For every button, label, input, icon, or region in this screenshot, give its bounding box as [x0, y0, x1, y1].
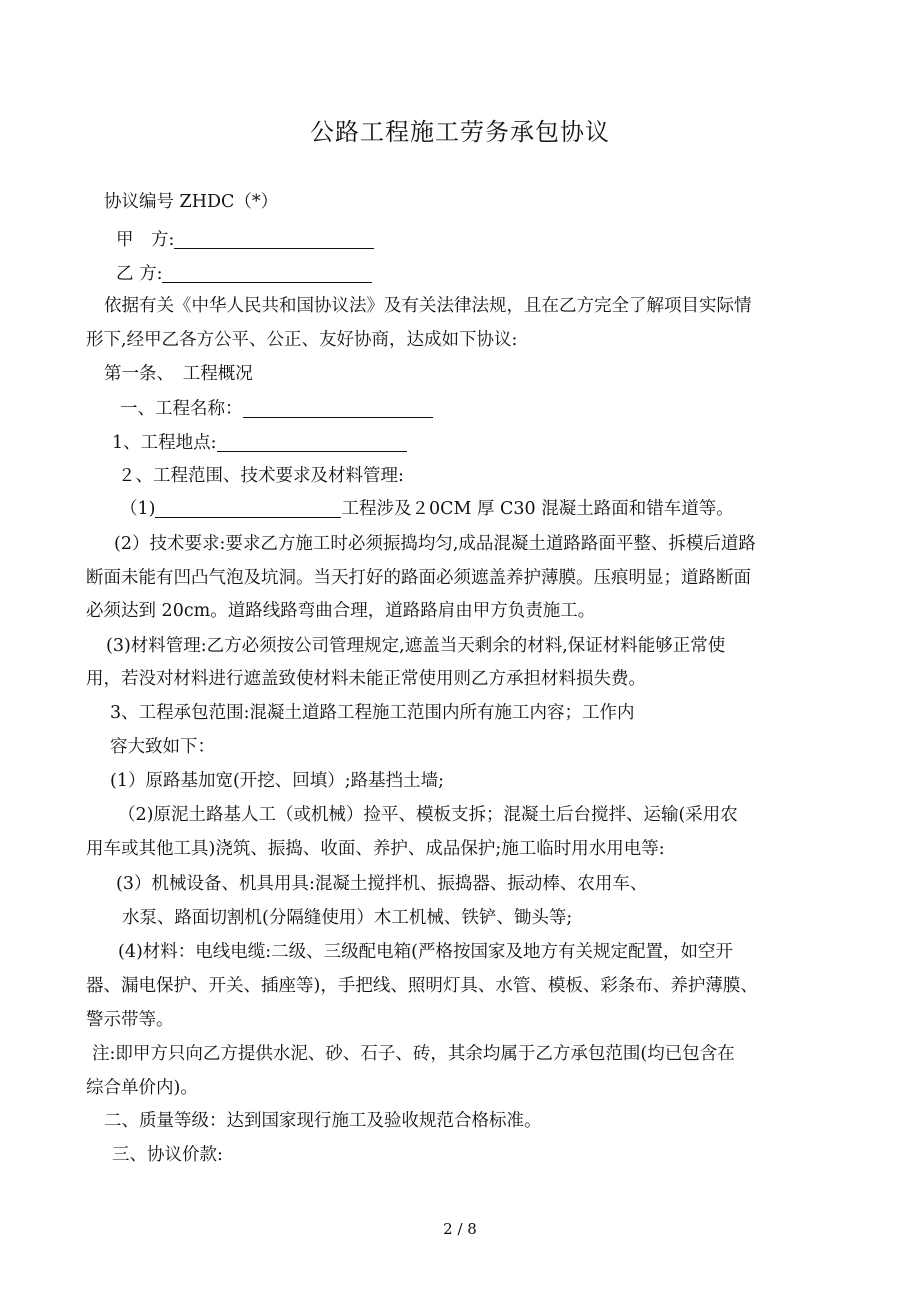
party-a-line: [116, 226, 374, 251]
contract-item-4-line-2: 器、漏电保护、开关、插座等)，手把线、照明灯具、水管、模板、彩条布、养护薄膜、: [86, 976, 758, 996]
contract-scope-1: 3、工程承包范围:混凝土道路工程施工范围内所有施工内容；工作内: [110, 703, 635, 723]
contract-item-3-line-1: (3）机械设备、机具用具:混凝土搅拌机、振捣器、振动棒、农用车、: [116, 874, 648, 894]
document-title: 公路工程施工劳务承包协议: [310, 118, 610, 146]
quality-grade: 二、质量等级：达到国家现行施工及验收规范合格标准。: [104, 1111, 542, 1131]
party-a-blank: [174, 231, 374, 250]
scope-heading: ２、工程范围、技术要求及材料管理:: [118, 466, 404, 486]
project-location-blank: [217, 434, 407, 453]
project-location-label: 1、工程地点:: [112, 433, 217, 453]
agreement-price-heading: 三、协议价款:: [112, 1145, 223, 1165]
intro-paragraph-2: 形下,经甲乙各方公平、公正、友好协商，达成如下协议:: [86, 330, 518, 350]
contract-item-4-line-3: 警示带等。: [86, 1010, 174, 1030]
contract-item-1: (1）原路基加宽(开挖、回填）;路基挡土墙;: [110, 771, 445, 791]
tech-requirements-3: 必须达到 20cm。道路线路弯曲合理，道路路肩由甲方负责施工。: [86, 601, 596, 621]
note-line-1: 注:即甲方只向乙方提供水泥、砂、石子、砖，其余均属于乙方承包范围(均已包含在: [92, 1044, 735, 1064]
project-name-line: [120, 395, 433, 420]
contract-scope-2: 容大致如下：: [110, 737, 215, 757]
item-1-blank: [155, 500, 341, 519]
project-location-line: [112, 429, 407, 454]
project-name-label: 一、工程名称：: [120, 399, 243, 419]
contract-item-2-line-1: （2)原泥土路基人工（或机械）捡平、模板支拆；混凝土后台搅拌、运输(采用农: [118, 805, 738, 825]
tech-requirements-2: 断面未能有凹凸气泡及坑洞。当天打好的路面必须遮盖养护薄膜。压痕明显；道路断面: [86, 568, 751, 588]
contract-item-2-line-2: 用车或其他工具)浇筑、振捣、收面、养护、成品保护;施工临时用水用电等:: [86, 839, 665, 859]
material-management-1: (3)材料管理:乙方必须按公司管理规定,遮盖当天剩余的材料,保证材料能够正常使: [106, 636, 726, 656]
item-1-text: 工程涉及２0CM 厚 C30 混凝土路面和错车道等。: [341, 499, 734, 519]
contract-item-3-line-2: 水泵、路面切割机(分隔缝使用）木工机械、铁铲、锄头等;: [122, 908, 573, 928]
item-1-line: [120, 495, 734, 520]
agreement-number: 协议编号 ZHDC（*）: [104, 192, 279, 212]
party-b-label: 乙 方:: [116, 264, 163, 284]
note-line-2: 综合单价内)。: [86, 1078, 198, 1098]
intro-paragraph-1: 依据有关《中华人民共和国协议法》及有关法律法规，且在乙方完全了解项目实际情: [104, 296, 752, 316]
project-name-blank: [243, 400, 433, 419]
article-1-heading: 第一条、 工程概况: [104, 364, 253, 384]
material-management-2: 用，若没对材料进行遮盖致使材料未能正常使用则乙方承担材料损失费。: [86, 669, 646, 689]
party-b-line: [116, 260, 372, 285]
item-1-prefix: （1): [120, 499, 156, 519]
contract-item-4-line-1: (4)材料：电线电缆:二级、三级配电箱(严格按国家及地方有关规定配置，如空开: [118, 942, 734, 962]
tech-requirements-1: (2）技术要求:要求乙方施工时必须振捣均匀,成品混凝土道路路面平整、拆模后道路: [114, 534, 756, 554]
party-a-label: 甲 方:: [116, 230, 175, 250]
party-b-blank: [162, 265, 372, 284]
page-number: 2 / 8: [443, 1220, 477, 1238]
